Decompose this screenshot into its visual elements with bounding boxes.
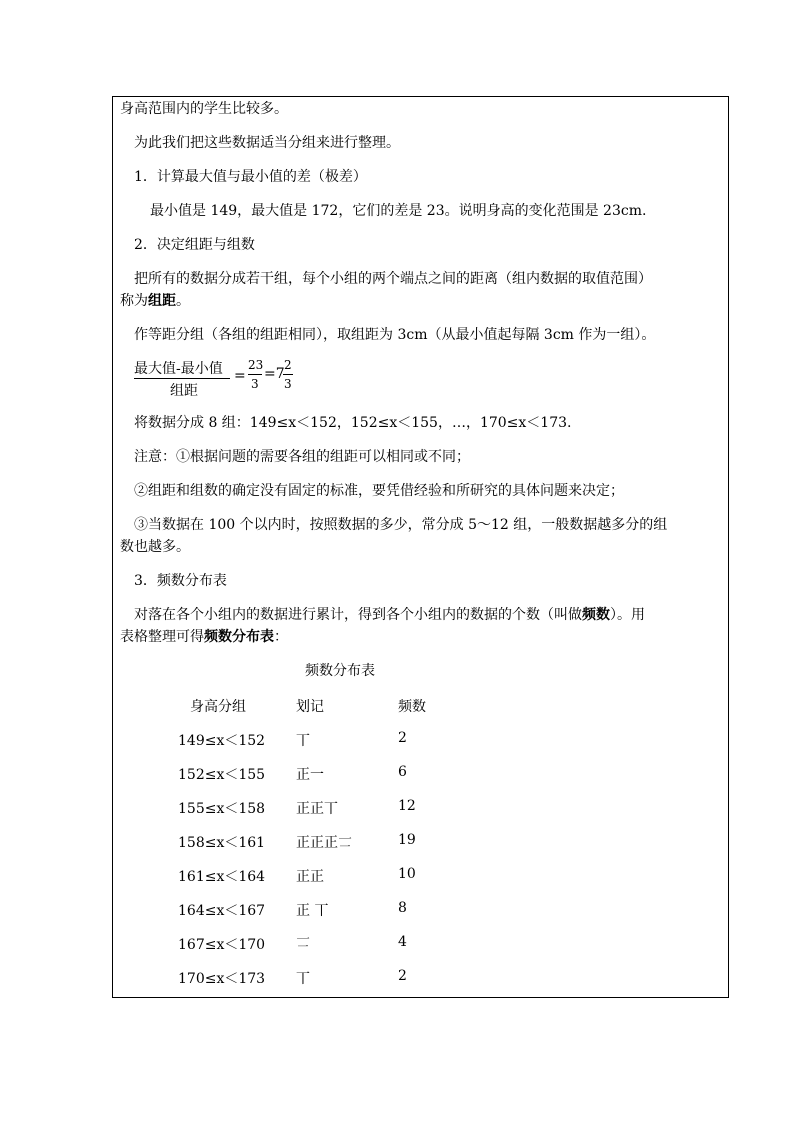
- step1-text: 最小值是 149，最大值是 172，它们的差是 23。说明身高的变化范围是 23cm.: [150, 203, 647, 219]
- note-2: ②组距和组数的确定没有固定的标准，要凭借经验和所研究的具体问题来决定；: [134, 483, 624, 499]
- step3-text-b-suffix: ：: [274, 629, 288, 645]
- formula-bar: [134, 378, 230, 379]
- header-tally: 划记: [296, 699, 324, 715]
- content-frame: [112, 96, 729, 998]
- text-line-2: 为此我们把这些数据适当分组来进行整理。: [134, 135, 400, 151]
- step3-text-a-suffix: ）。用: [610, 607, 645, 623]
- cell-group: 152≤x＜155: [178, 767, 266, 783]
- formula-equals-2: =7: [264, 366, 285, 382]
- cell-tally: 𠄟: [296, 935, 310, 951]
- fraction1-bar: [248, 374, 262, 375]
- header-group: 身高分组: [190, 699, 246, 715]
- table-title: 频数分布表: [305, 663, 375, 679]
- cell-frequency: 2: [398, 730, 407, 746]
- note-1: 注意：①根据问题的需要各组的组距可以相同或不同；: [134, 449, 470, 465]
- cell-frequency: 8: [398, 900, 407, 916]
- cell-tally: 丅: [296, 971, 310, 987]
- step2-text-a: 把所有的数据分成若干组，每个小组的两个端点之间的距离（组内数据的取值范围）: [134, 271, 652, 287]
- cell-group: 164≤x＜167: [178, 903, 266, 919]
- step2-text-b-suffix: 。: [176, 293, 190, 309]
- step3-text-a-prefix: 对落在各个小组内的数据进行累计，得到各个小组内的数据的个数（叫做: [134, 607, 582, 623]
- fraction1-numerator: 23: [248, 358, 264, 372]
- cell-frequency: 12: [398, 798, 416, 814]
- text-line-1: 身高范围内的学生比较多。: [120, 101, 288, 117]
- cell-frequency: 19: [398, 832, 416, 848]
- cell-group: 155≤x＜158: [178, 801, 266, 817]
- formula-numerator: 最大值-最小值: [134, 361, 223, 377]
- cell-frequency: 4: [398, 934, 407, 950]
- step1-title: 1．计算最大值与最小值的差（极差）: [134, 169, 367, 185]
- cell-group: 149≤x＜152: [178, 733, 266, 749]
- cell-group: 170≤x＜173: [178, 971, 266, 987]
- step3-text-b-prefix: 表格整理可得: [120, 629, 204, 645]
- note-3b: 数也越多。: [120, 539, 190, 555]
- step3-text-a: [134, 606, 645, 624]
- header-frequency: 频数: [398, 699, 426, 715]
- step3-text-b: [120, 628, 288, 646]
- note-3a: ③当数据在 100 个以内时，按照数据的多少，常分成 5～12 组，一般数据越多分的组: [134, 517, 668, 533]
- step2-text-b: [120, 292, 190, 310]
- term-zuju: 组距: [148, 293, 176, 309]
- cell-group: 158≤x＜161: [178, 835, 266, 851]
- cell-frequency: 2: [398, 968, 407, 984]
- cell-group: 161≤x＜164: [178, 869, 266, 885]
- cell-tally: 正正正𠄟: [296, 835, 352, 851]
- fraction2-bar: [283, 374, 293, 375]
- step3-title: 3．频数分布表: [134, 573, 227, 589]
- step2-text-b-prefix: 称为: [120, 293, 148, 309]
- fraction2-numerator: 2: [284, 358, 292, 372]
- cell-tally: 丅: [296, 733, 310, 749]
- cell-tally: 正一: [296, 767, 324, 783]
- cell-tally: 正正: [296, 869, 324, 885]
- cell-tally: 正正丅: [296, 801, 338, 817]
- term-frequency-table: 频数分布表: [204, 629, 274, 645]
- cell-group: 167≤x＜170: [178, 937, 266, 953]
- step2-equal-interval: 作等距分组（各组的组距相同），取组距为 3cm（从最小值起每隔 3cm 作为一组）。: [134, 327, 656, 343]
- cell-frequency: 10: [398, 866, 416, 882]
- formula-equals-1: =: [234, 368, 246, 384]
- term-pinshu: 频数: [582, 607, 610, 623]
- step2-title: 2．决定组距与组数: [134, 237, 255, 253]
- fraction2-denominator: 3: [284, 377, 292, 391]
- formula-denominator: 组距: [170, 383, 198, 399]
- fraction1-denominator: 3: [251, 377, 259, 391]
- cell-frequency: 6: [398, 764, 407, 780]
- cell-tally: 正 丅: [296, 903, 329, 919]
- groups-line: 将数据分成 8 组：149≤x＜152，152≤x＜155，…，170≤x＜173.: [134, 415, 572, 431]
